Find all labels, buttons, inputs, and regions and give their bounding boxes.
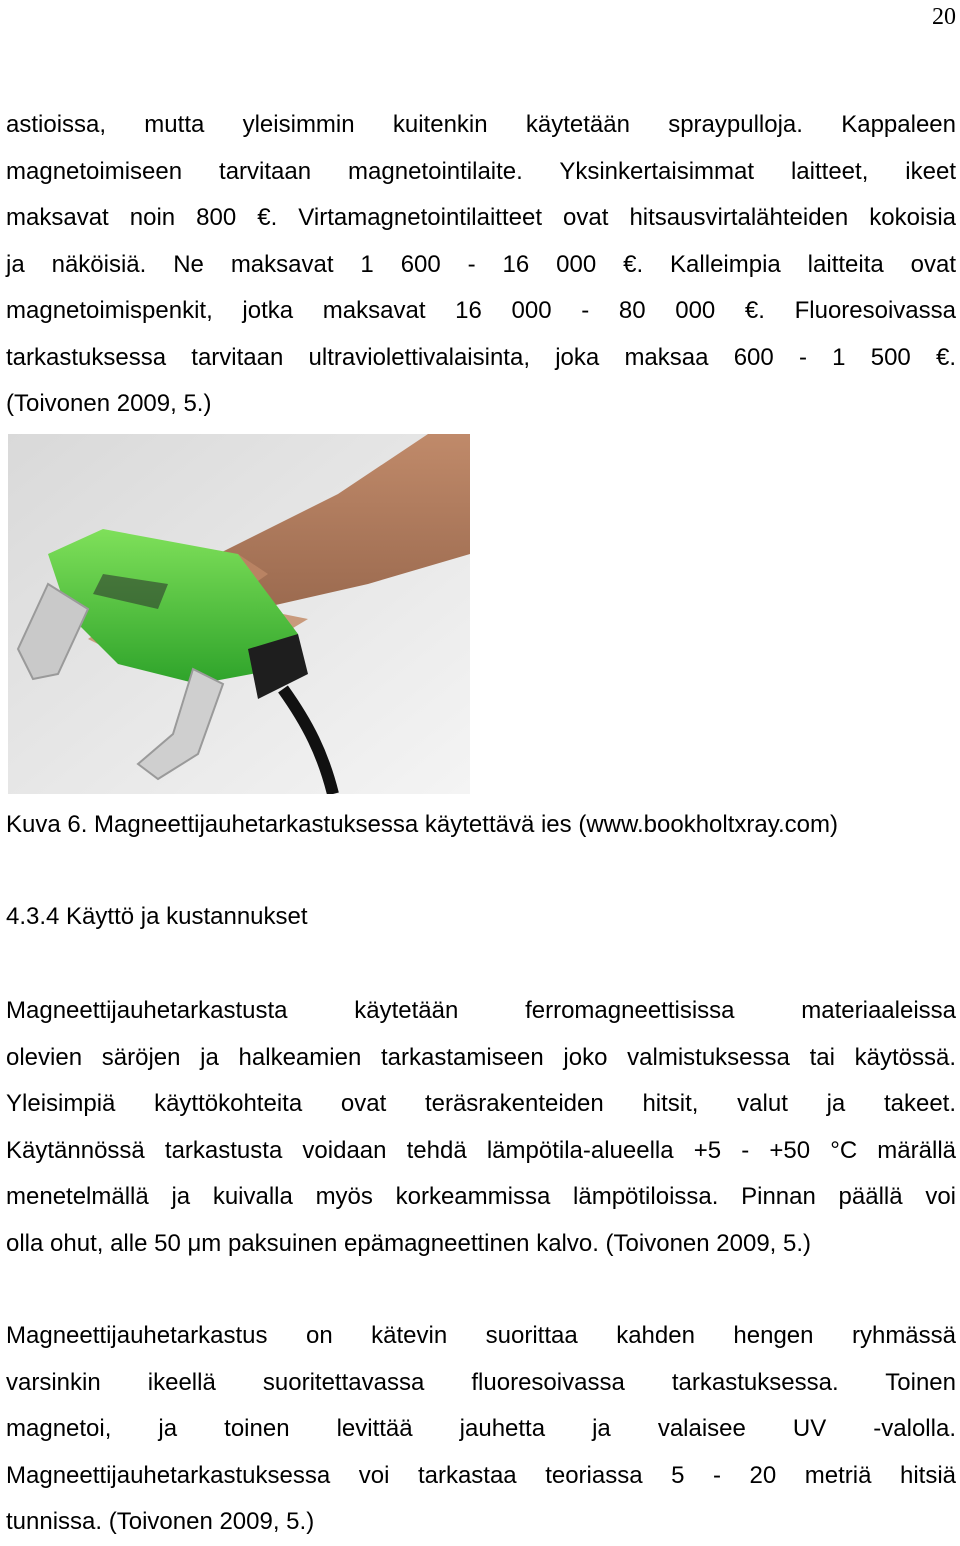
page-number: 20 <box>932 4 956 30</box>
text-line: Magneettijauhetarkastus on kätevin suorittaa kahden hengen ryhmässä <box>6 1322 956 1349</box>
text-line: Käytännössä tarkastusta voidaan tehdä lämpötila-alueella +5 - +50 °C märällä <box>6 1136 956 1164</box>
text-line: ja näköisiä. Ne maksavat 1 600 - 16 000 €. Kalleimpia laitteita ovat <box>6 250 956 278</box>
text-line: olevien säröjen ja halkeamien tarkastamiseen joko valmistuksessa tai käytössä. <box>6 1043 956 1071</box>
text-line: Magneettijauhetarkastusta käytetään ferromagneettisissa materiaaleissa <box>6 997 956 1024</box>
yoke-photo <box>8 434 470 794</box>
text-line: tunnissa. (Toivonen 2009, 5.) <box>6 1508 315 1535</box>
yoke-illustration <box>8 434 470 794</box>
text-line: menetelmällä ja kuivalla myös korkeammissa lämpötiloissa. Pinnan päällä voi <box>6 1183 956 1210</box>
text-line: olla ohut, alle 50 μm paksuinen epämagneettinen kalvo. (Toivonen 2009, 5.) <box>6 1229 812 1257</box>
text-line: Magneettijauhetarkastuksessa voi tarkastaa teoriassa 5 - 20 metriä hitsiä <box>6 1461 956 1489</box>
section-heading: 4.3.4 Käyttö ja kustannukset <box>6 903 308 930</box>
text-line: magnetoimiseen tarvitaan magnetointilaite. Yksinkertaisimmat laitteet, ikeet <box>6 157 956 185</box>
text-line: Yleisimpiä käyttökohteita ovat teräsrakenteiden hitsit, valut ja takeet. <box>6 1090 956 1117</box>
text-line: tarkastuksessa tarvitaan ultraviolettivalaisinta, joka maksaa 600 - 1 500 €. <box>6 343 956 371</box>
text-line: (Toivonen 2009, 5.) <box>6 390 212 417</box>
paragraph-costs <box>6 102 956 428</box>
figure-caption: Kuva 6. Magneettijauhetarkastuksessa käytettävä ies (www.bookholtxray.com) <box>6 811 838 838</box>
text-line: varsinkin ikeellä suoritettavassa fluoresoivassa tarkastuksessa. Toinen <box>6 1368 956 1396</box>
paragraph-team <box>6 1313 956 1546</box>
text-line: magnetoi, ja toinen levittää jauhetta ja valaisee UV -valolla. <box>6 1415 956 1442</box>
text-line: maksavat noin 800 €. Virtamagnetointilaitteet ovat hitsausvirtalähteiden kokoisia <box>6 204 956 231</box>
paragraph-usage <box>6 988 956 1267</box>
text-line: astioissa, mutta yleisimmin kuitenkin käytetään spraypulloja. Kappaleen <box>6 111 956 138</box>
text-line: magnetoimispenkit, jotka maksavat 16 000 - 80 000 €. Fluoresoivassa <box>6 297 956 324</box>
